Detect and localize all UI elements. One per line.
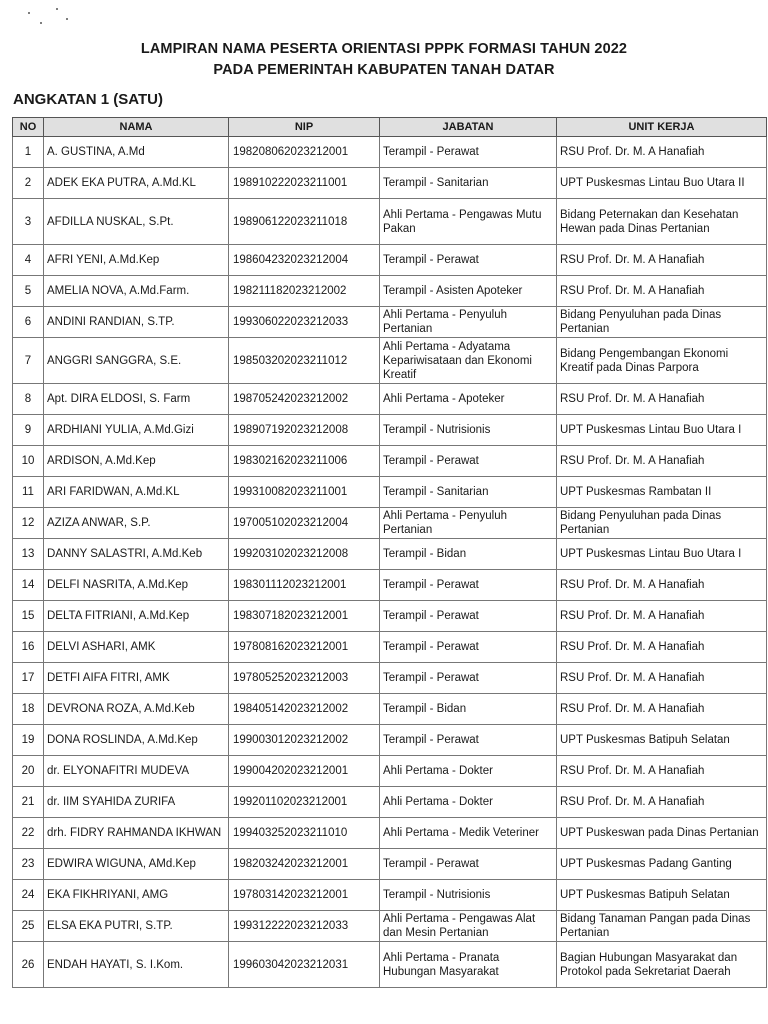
participant-name: ANGGRI SANGGRA, S.E.	[44, 338, 229, 384]
document-title: LAMPIRAN NAMA PESERTA ORIENTASI PPPK FORMASI TAHUN 2022	[140, 41, 628, 57]
participant-position: Terampil - Asisten Apoteker	[380, 276, 557, 307]
table-row	[13, 694, 767, 725]
participant-name: EKA FIKHRIYANI, AMG	[44, 880, 229, 911]
participant-nip: 198208062023212001	[229, 137, 380, 168]
participant-nip: 198405142023212002	[229, 694, 380, 725]
participant-nip: 198604232023212004	[229, 245, 380, 276]
participant-unit: Bidang Peternakan dan Kesehatan Hewan pada Dinas Pertanian	[557, 199, 767, 245]
column-header-nip: NIP	[229, 118, 380, 137]
participant-nip: 199403252023211010	[229, 818, 380, 849]
participant-unit: Bidang Penyuluhan pada Dinas Pertanian	[557, 508, 767, 539]
participant-unit: UPT Puskesmas Rambatan II	[557, 477, 767, 508]
row-number: 15	[13, 601, 44, 632]
row-number: 20	[13, 756, 44, 787]
participant-position: Terampil - Bidan	[380, 694, 557, 725]
participant-nip: 199201102023212001	[229, 787, 380, 818]
row-number: 18	[13, 694, 44, 725]
row-number: 16	[13, 632, 44, 663]
participant-position: Terampil - Perawat	[380, 663, 557, 694]
row-number: 9	[13, 415, 44, 446]
row-number: 5	[13, 276, 44, 307]
row-number: 6	[13, 307, 44, 338]
table-body	[13, 137, 767, 988]
participant-name: AMELIA NOVA, A.Md.Farm.	[44, 276, 229, 307]
participant-nip: 198906122023211018	[229, 199, 380, 245]
row-number: 14	[13, 570, 44, 601]
table-row	[13, 539, 767, 570]
participant-name: DELTA FITRIANI, A.Md.Kep	[44, 601, 229, 632]
participant-nip: 198302162023211006	[229, 446, 380, 477]
table-header-row	[13, 118, 767, 137]
row-number: 12	[13, 508, 44, 539]
table-row	[13, 199, 767, 245]
row-number: 2	[13, 168, 44, 199]
participant-position: Terampil - Perawat	[380, 137, 557, 168]
column-header-unit-kerja: UNIT KERJA	[557, 118, 767, 137]
column-header-jabatan: JABATAN	[380, 118, 557, 137]
participant-name: ANDINI RANDIAN, S.TP.	[44, 307, 229, 338]
participant-nip: 199003012023212002	[229, 725, 380, 756]
row-number: 19	[13, 725, 44, 756]
participant-nip: 199312222023212033	[229, 911, 380, 942]
participant-table	[12, 117, 767, 988]
row-number: 22	[13, 818, 44, 849]
participant-name: ARI FARIDWAN, A.Md.KL	[44, 477, 229, 508]
column-header-nama: NAMA	[44, 118, 229, 137]
participant-name: AFRI YENI, A.Md.Kep	[44, 245, 229, 276]
document-subtitle: PADA PEMERINTAH KABUPATEN TANAH DATAR	[213, 62, 555, 78]
participant-position: Terampil - Perawat	[380, 570, 557, 601]
participant-name: dr. IIM SYAHIDA ZURIFA	[44, 787, 229, 818]
participant-position: Terampil - Perawat	[380, 632, 557, 663]
table-row	[13, 756, 767, 787]
participant-position: Terampil - Sanitarian	[380, 168, 557, 199]
participant-position: Ahli Pertama - Apoteker	[380, 384, 557, 415]
participant-nip: 199004202023212001	[229, 756, 380, 787]
participant-name: Apt. DIRA ELDOSI, S. Farm	[44, 384, 229, 415]
participant-nip: 198705242023212002	[229, 384, 380, 415]
participant-position: Terampil - Nutrisionis	[380, 880, 557, 911]
participant-unit: UPT Puskesmas Batipuh Selatan	[557, 725, 767, 756]
participant-unit: UPT Puskesmas Lintau Buo Utara II	[557, 168, 767, 199]
table-row	[13, 942, 767, 988]
table-row	[13, 307, 767, 338]
participant-name: EDWIRA WIGUNA, AMd.Kep	[44, 849, 229, 880]
participant-nip: 199203102023212008	[229, 539, 380, 570]
participant-name: DETFI AIFA FITRI, AMK	[44, 663, 229, 694]
row-number: 4	[13, 245, 44, 276]
participant-name: AFDILLA NUSKAL, S.Pt.	[44, 199, 229, 245]
participant-nip: 198307182023212001	[229, 601, 380, 632]
participant-name: ARDISON, A.Md.Kep	[44, 446, 229, 477]
participant-name: AZIZA ANWAR, S.P.	[44, 508, 229, 539]
participant-nip: 199310082023211001	[229, 477, 380, 508]
participant-nip: 199603042023212031	[229, 942, 380, 988]
table-row	[13, 663, 767, 694]
table-row	[13, 632, 767, 663]
table-row	[13, 338, 767, 384]
participant-unit: RSU Prof. Dr. M. A Hanafiah	[557, 756, 767, 787]
participant-unit: RSU Prof. Dr. M. A Hanafiah	[557, 245, 767, 276]
participant-position: Terampil - Perawat	[380, 725, 557, 756]
participant-position: Ahli Pertama - Penyuluh Pertanian	[380, 508, 557, 539]
participant-position: Ahli Pertama - Penyuluh Pertanian	[380, 307, 557, 338]
table-row	[13, 168, 767, 199]
participant-position: Terampil - Sanitarian	[380, 477, 557, 508]
table-row	[13, 880, 767, 911]
participant-name: DONA ROSLINDA, A.Md.Kep	[44, 725, 229, 756]
participant-position: Ahli Pertama - Adyatama Kepariwisataan dan Ekonomi Kreatif	[380, 338, 557, 384]
participant-nip: 198301112023212001	[229, 570, 380, 601]
participant-nip: 198503202023211012	[229, 338, 380, 384]
row-number: 26	[13, 942, 44, 988]
row-number: 25	[13, 911, 44, 942]
table-row	[13, 818, 767, 849]
row-number: 11	[13, 477, 44, 508]
participant-position: Terampil - Nutrisionis	[380, 415, 557, 446]
participant-position: Ahli Pertama - Medik Veteriner	[380, 818, 557, 849]
row-number: 21	[13, 787, 44, 818]
participant-unit: UPT Puskesmas Padang Ganting	[557, 849, 767, 880]
participant-unit: RSU Prof. Dr. M. A Hanafiah	[557, 787, 767, 818]
participant-position: Ahli Pertama - Dokter	[380, 756, 557, 787]
participant-unit: RSU Prof. Dr. M. A Hanafiah	[557, 276, 767, 307]
participant-nip: 197005102023212004	[229, 508, 380, 539]
table-row	[13, 570, 767, 601]
table-row	[13, 137, 767, 168]
participant-unit: UPT Puskesmas Lintau Buo Utara I	[557, 415, 767, 446]
participant-unit: RSU Prof. Dr. M. A Hanafiah	[557, 663, 767, 694]
participant-unit: UPT Puskesmas Lintau Buo Utara I	[557, 539, 767, 570]
participant-nip: 197808162023212001	[229, 632, 380, 663]
column-header-no: NO	[13, 118, 44, 137]
participant-unit: RSU Prof. Dr. M. A Hanafiah	[557, 570, 767, 601]
row-number: 17	[13, 663, 44, 694]
table-row	[13, 911, 767, 942]
participant-position: Terampil - Bidan	[380, 539, 557, 570]
participant-position: Ahli Pertama - Pengawas Mutu Pakan	[380, 199, 557, 245]
row-number: 10	[13, 446, 44, 477]
section-heading: ANGKATAN 1 (SATU)	[13, 91, 163, 108]
participant-name: ARDHIANI YULIA, A.Md.Gizi	[44, 415, 229, 446]
participant-name: dr. ELYONAFITRI MUDEVA	[44, 756, 229, 787]
row-number: 3	[13, 199, 44, 245]
table-row	[13, 477, 767, 508]
participant-position: Terampil - Perawat	[380, 601, 557, 632]
participant-name: drh. FIDRY RAHMANDA IKHWAN	[44, 818, 229, 849]
participant-name: DANNY SALASTRI, A.Md.Keb	[44, 539, 229, 570]
table-row	[13, 384, 767, 415]
participant-position: Terampil - Perawat	[380, 849, 557, 880]
participant-unit: RSU Prof. Dr. M. A Hanafiah	[557, 137, 767, 168]
participant-nip: 198910222023211001	[229, 168, 380, 199]
participant-position: Ahli Pertama - Pengawas Alat dan Mesin Pertanian	[380, 911, 557, 942]
participant-name: DELFI NASRITA, A.Md.Kep	[44, 570, 229, 601]
participant-unit: Bidang Tanaman Pangan pada Dinas Pertanian	[557, 911, 767, 942]
participant-position: Ahli Pertama - Pranata Hubungan Masyarakat	[380, 942, 557, 988]
participant-position: Ahli Pertama - Dokter	[380, 787, 557, 818]
participant-nip: 197803142023212001	[229, 880, 380, 911]
participant-name: ENDAH HAYATI, S. I.Kom.	[44, 942, 229, 988]
table-row	[13, 849, 767, 880]
participant-name: DEVRONA ROZA, A.Md.Keb	[44, 694, 229, 725]
table-row	[13, 601, 767, 632]
table-row	[13, 508, 767, 539]
participant-position: Terampil - Perawat	[380, 446, 557, 477]
participant-name: ELSA EKA PUTRI, S.TP.	[44, 911, 229, 942]
participant-unit: Bidang Penyuluhan pada Dinas Pertanian	[557, 307, 767, 338]
row-number: 13	[13, 539, 44, 570]
participant-position: Terampil - Perawat	[380, 245, 557, 276]
participant-nip: 199306022023212033	[229, 307, 380, 338]
table-row	[13, 787, 767, 818]
participant-unit: RSU Prof. Dr. M. A Hanafiah	[557, 632, 767, 663]
row-number: 7	[13, 338, 44, 384]
participant-name: DELVI ASHARI, AMK	[44, 632, 229, 663]
row-number: 24	[13, 880, 44, 911]
participant-name: A. GUSTINA, A.Md	[44, 137, 229, 168]
participant-unit: UPT Puskesmas Batipuh Selatan	[557, 880, 767, 911]
table-row	[13, 245, 767, 276]
row-number: 1	[13, 137, 44, 168]
table-row	[13, 446, 767, 477]
table-row	[13, 725, 767, 756]
participant-nip: 197805252023212003	[229, 663, 380, 694]
participant-unit: UPT Puskeswan pada Dinas Pertanian	[557, 818, 767, 849]
participant-nip: 198203242023212001	[229, 849, 380, 880]
participant-unit: RSU Prof. Dr. M. A Hanafiah	[557, 601, 767, 632]
participant-unit: RSU Prof. Dr. M. A Hanafiah	[557, 446, 767, 477]
participant-nip: 198907192023212008	[229, 415, 380, 446]
participant-nip: 198211182023212002	[229, 276, 380, 307]
table-row	[13, 276, 767, 307]
row-number: 8	[13, 384, 44, 415]
participant-unit: Bagian Hubungan Masyarakat dan Protokol pada Sekretariat Daerah	[557, 942, 767, 988]
table-row	[13, 415, 767, 446]
participant-name: ADEK EKA PUTRA, A.Md.KL	[44, 168, 229, 199]
participant-unit: RSU Prof. Dr. M. A Hanafiah	[557, 694, 767, 725]
participant-unit: Bidang Pengembangan Ekonomi Kreatif pada Dinas Parpora	[557, 338, 767, 384]
participant-unit: RSU Prof. Dr. M. A Hanafiah	[557, 384, 767, 415]
row-number: 23	[13, 849, 44, 880]
